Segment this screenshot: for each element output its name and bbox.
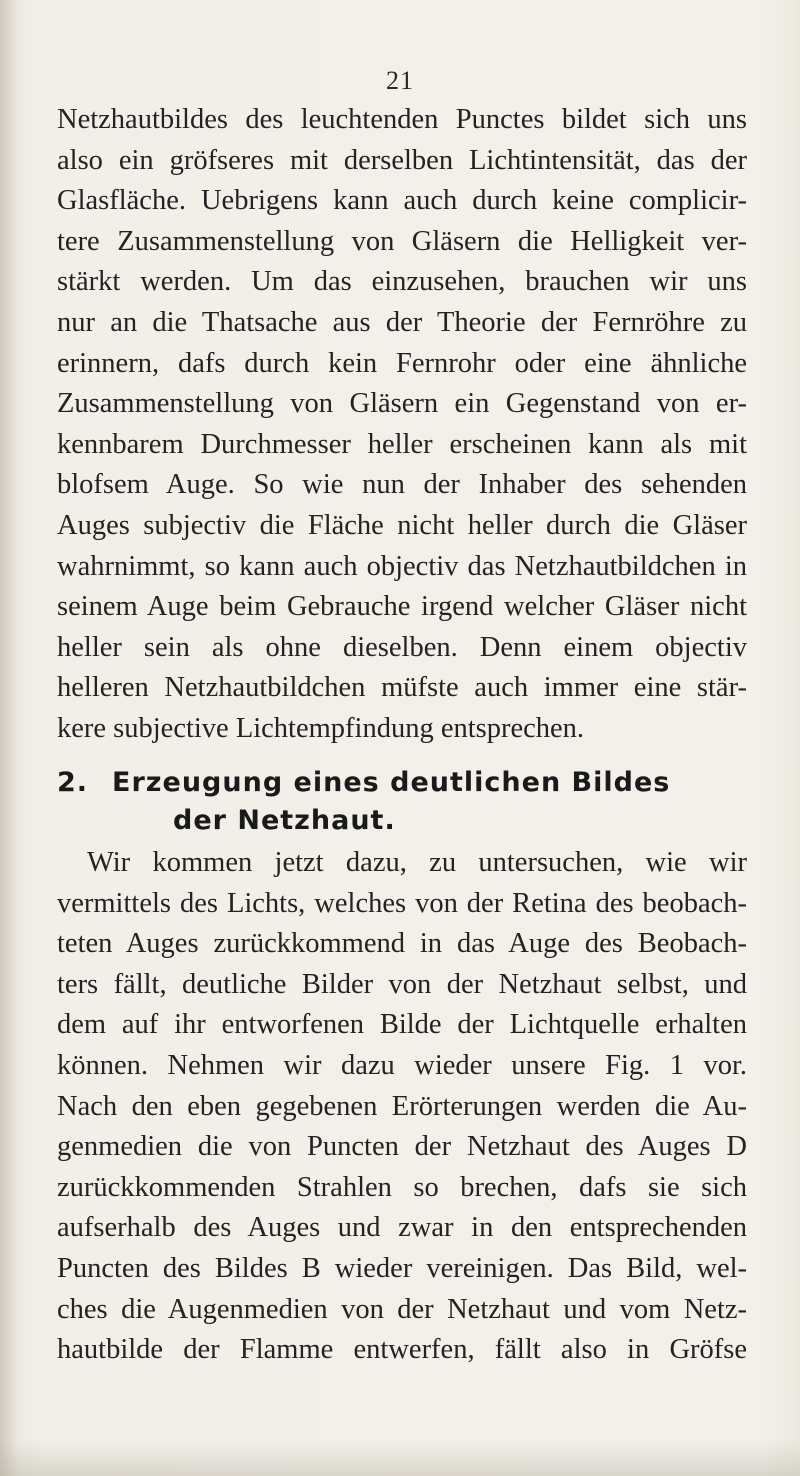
section-heading-line-1 [57, 764, 747, 802]
text-line: kennbarem Durchmesser heller erscheinen kann als mit [57, 428, 747, 460]
page-number: 21 [386, 66, 414, 95]
text-line: stärkt werden. Um das einzusehen, brauchen wir uns [57, 266, 747, 298]
text-line: ches die Augenmedien von der Netzhaut und vom Netz- [57, 1293, 747, 1325]
text-line: genmedien die von Puncten der Netzhaut des Auges D [57, 1131, 747, 1163]
section-heading [57, 764, 747, 840]
section-number: 2. [57, 767, 89, 798]
text-line: aufserhalb des Auges und zwar in den entsprechenden [57, 1212, 747, 1244]
page-gutter-shadow [0, 0, 18, 1476]
text-line: also ein gröfseres mit derselben Lichtintensität, das der [57, 144, 747, 176]
paragraph-section-body [57, 843, 747, 1371]
page-bottom-shadow [0, 1440, 800, 1476]
text-line: Wir kommen jetzt dazu, zu untersuchen, wie wir [87, 847, 747, 878]
text-line: vermittels des Lichts, welches von der Retina des beobach- [57, 887, 747, 919]
paragraph-continued [57, 100, 747, 750]
text-line: Zusammenstellung von Gläsern ein Gegenstand von er- [57, 388, 747, 420]
text-line: heller sein als ohne dieselben. Denn einem objectiv [57, 631, 747, 663]
text-line: blofsem Auge. So wie nun der Inhaber des sehenden [57, 469, 747, 501]
text-line: können. Nehmen wir dazu wieder unsere Fig. 1 vor. [57, 1049, 747, 1081]
section-title-part-2: der Netzhaut. [173, 805, 396, 836]
text-line: kere subjective Lichtempfindung entsprechen. [57, 712, 585, 744]
text-line: nur an die Thatsache aus der Theorie der Fernröhre zu [57, 306, 747, 338]
text-line: teten Auges zurückkommend in das Auge des Beobach- [57, 928, 747, 960]
text-line: wahrnimmt, so kann auch objectiv das Netzhautbildchen in [57, 550, 747, 582]
text-line: zurückkommenden Strahlen so brechen, dafs sie sich [57, 1171, 747, 1203]
section-title-part-1: Erzeugung eines deutlichen Bildes [112, 767, 671, 798]
text-line: hautbilde der Flamme entwerfen, fällt also in Gröfse [57, 1334, 747, 1366]
text-line: Netzhautbildes des leuchtenden Punctes bildet sich uns [57, 104, 747, 135]
text-line: ters fällt, deutliche Bilder von der Netzhaut selbst, und [57, 968, 747, 1000]
text-line: helleren Netzhautbildchen müfste auch immer eine stär- [57, 672, 747, 704]
text-line: Nach den eben gegebenen Erörterungen werden die Au- [57, 1090, 747, 1122]
text-line: erinnern, dafs durch kein Fernrohr oder eine ähnliche [57, 347, 747, 379]
text-line: tere Zusammenstellung von Gläsern die Helligkeit ver- [57, 225, 747, 257]
text-line: Glasfläche. Uebrigens kann auch durch keine complicir- [57, 185, 747, 217]
text-line: Auges subjectiv die Fläche nicht heller durch die Gläser [57, 509, 747, 541]
text-line: seinem Auge beim Gebrauche irgend welcher Gläser nicht [57, 591, 747, 623]
text-line: Puncten des Bildes B wieder vereinigen. Das Bild, wel- [57, 1252, 747, 1284]
text-line: dem auf ihr entworfenen Bilde der Lichtquelle erhalten [57, 1009, 747, 1041]
